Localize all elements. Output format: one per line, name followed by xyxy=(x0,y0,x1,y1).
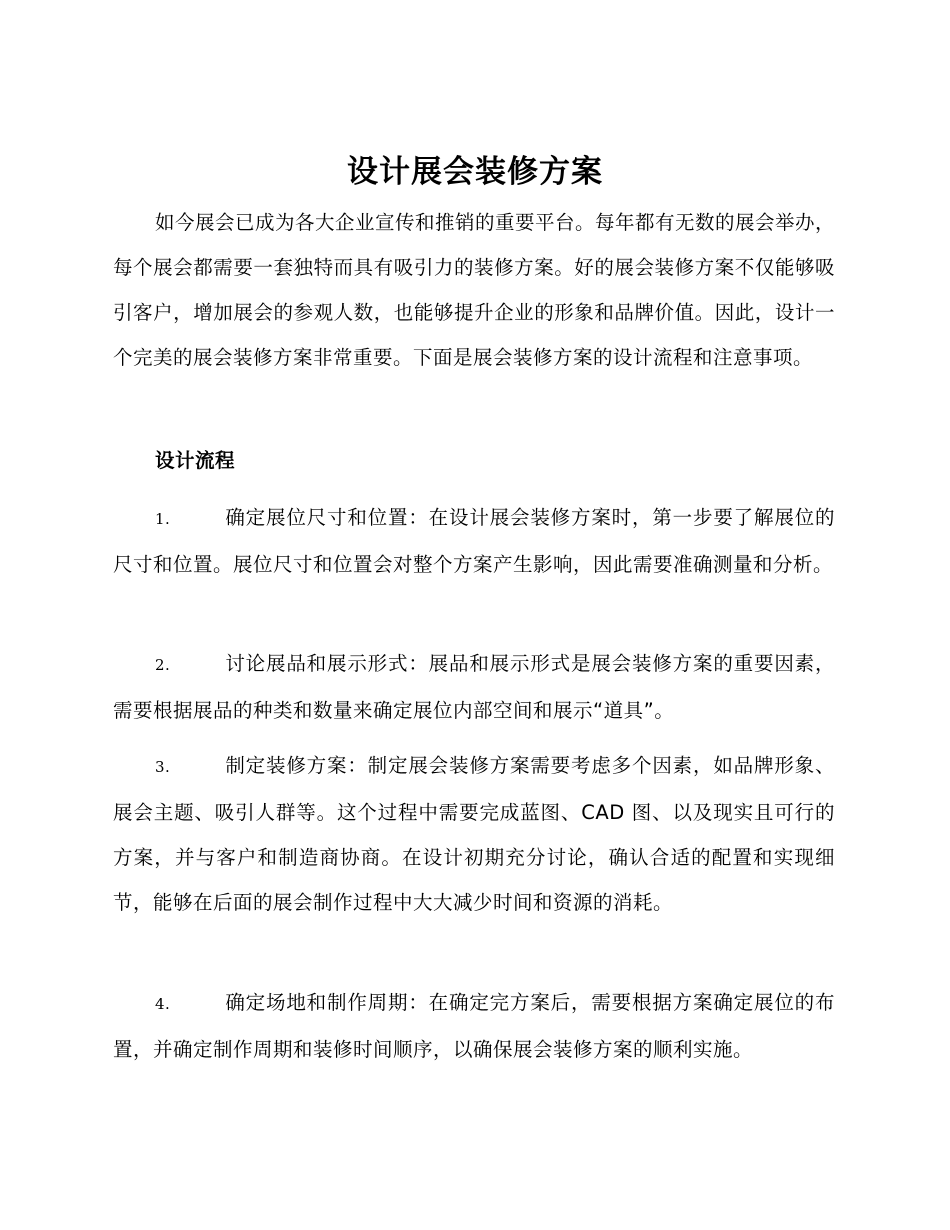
document-title: 设计展会装修方案 xyxy=(347,154,603,190)
list-item-text: 讨论展品和展示形式：展品和展示形式是展会装修方案的重要因素，需要根据展品的种类和数量来确定展位内部空间和展示“道具”。 xyxy=(113,652,835,722)
list-item-number: 1. xyxy=(155,510,171,528)
list-item-text: 确定展位尺寸和位置：在设计展会装修方案时，第一步要了解展位的尺寸和位置。展位尺寸和位置会对整个方案产生影响，因此需要准确测量和分析。 xyxy=(113,506,835,576)
list-item-number: 2. xyxy=(155,656,171,674)
list-item-4 xyxy=(113,980,835,1072)
list-item-number: 3. xyxy=(155,758,171,776)
list-item-number: 4. xyxy=(155,995,171,1013)
list-item-text: 制定装修方案：制定展会装修方案需要考虑多个因素，如品牌形象、展会主题、吸引人群等。这个过程中需要完成蓝图、CAD 图、以及现实且可行的方案，并与客户和制造商协商。在设计初期充分讨论，确认合适的配置和实现细节，能够在后面的展会制作过程中大大减少时间和资源的消耗。 xyxy=(113,754,835,914)
list-item-1 xyxy=(113,495,835,587)
list-item-text: 确定场地和制作周期：在确定完方案后，需要根据方案确定展位的布置，并确定制作周期和装修时间顺序，以确保展会装修方案的顺利实施。 xyxy=(113,991,835,1061)
section-heading-design-process: 设计流程 xyxy=(155,449,236,472)
list-item-3 xyxy=(113,743,835,925)
intro-paragraph: 如今展会已成为各大企业宣传和推销的重要平台。每年都有无数的展会举办，每个展会都需要一套独特而具有吸引力的装修方案。好的展会装修方案不仅能够吸引客户，增加展会的参观人数，也能够提升企业的形象和品牌价值。因此，设计一个完美的展会装修方案非常重要。下面是展会装修方案的设计流程和注意事项。 xyxy=(113,211,836,369)
list-item-2 xyxy=(113,641,835,733)
